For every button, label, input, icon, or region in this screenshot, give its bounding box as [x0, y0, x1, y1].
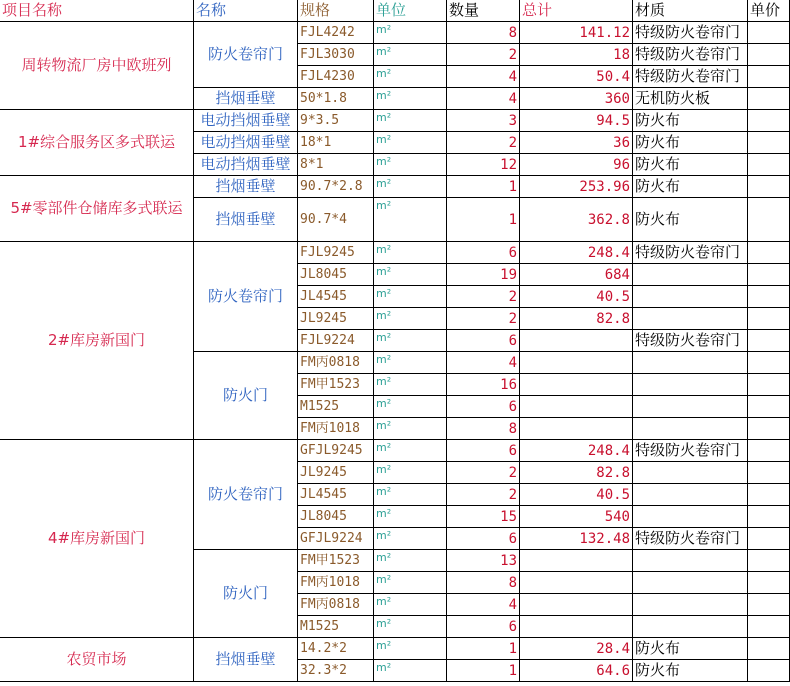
- unit-cell[interactable]: m²: [374, 132, 447, 154]
- qty-cell[interactable]: 4: [447, 594, 520, 616]
- total-cell[interactable]: 360: [520, 88, 633, 110]
- qty-cell[interactable]: 16: [447, 374, 520, 396]
- material-cell[interactable]: [633, 462, 748, 484]
- unit-cell[interactable]: m²: [374, 396, 447, 418]
- unit-cell[interactable]: m²: [374, 88, 447, 110]
- header-price[interactable]: 单价: [748, 0, 790, 22]
- header-unit[interactable]: 单位: [374, 0, 447, 22]
- material-cell[interactable]: 特级防火卷帘门: [633, 330, 748, 352]
- price-cell[interactable]: [748, 154, 790, 176]
- material-cell[interactable]: [633, 374, 748, 396]
- total-cell[interactable]: 18: [520, 44, 633, 66]
- unit-cell[interactable]: m²: [374, 352, 447, 374]
- unit-cell[interactable]: m²: [374, 286, 447, 308]
- qty-cell[interactable]: 6: [447, 440, 520, 462]
- price-cell[interactable]: [748, 198, 790, 242]
- material-cell[interactable]: 特级防火卷帘门: [633, 242, 748, 264]
- project-name-cell[interactable]: 周转物流厂房中欧班列: [0, 22, 194, 110]
- material-cell[interactable]: [633, 286, 748, 308]
- spec-cell[interactable]: JL9245: [298, 462, 374, 484]
- unit-cell[interactable]: m²: [374, 198, 447, 242]
- qty-cell[interactable]: 6: [447, 242, 520, 264]
- price-cell[interactable]: [748, 462, 790, 484]
- total-cell[interactable]: [520, 572, 633, 594]
- total-cell[interactable]: 141.12: [520, 22, 633, 44]
- total-cell[interactable]: [520, 330, 633, 352]
- total-cell[interactable]: 82.8: [520, 462, 633, 484]
- unit-cell[interactable]: m²: [374, 66, 447, 88]
- material-cell[interactable]: [633, 264, 748, 286]
- material-cell[interactable]: [633, 418, 748, 440]
- spec-cell[interactable]: JL9245: [298, 308, 374, 330]
- price-cell[interactable]: [748, 396, 790, 418]
- material-cell[interactable]: [633, 572, 748, 594]
- item-name-cell[interactable]: 电动挡烟垂壁: [194, 110, 298, 132]
- item-name-cell[interactable]: 电动挡烟垂壁: [194, 154, 298, 176]
- total-cell[interactable]: 82.8: [520, 308, 633, 330]
- total-cell[interactable]: [520, 374, 633, 396]
- unit-cell[interactable]: m²: [374, 462, 447, 484]
- qty-cell[interactable]: 2: [447, 308, 520, 330]
- spec-cell[interactable]: FM丙0818: [298, 594, 374, 616]
- qty-cell[interactable]: 2: [447, 132, 520, 154]
- price-cell[interactable]: [748, 44, 790, 66]
- price-cell[interactable]: [748, 594, 790, 616]
- project-name-cell[interactable]: 1#综合服务区多式联运: [0, 110, 194, 176]
- material-cell[interactable]: 防火布: [633, 110, 748, 132]
- item-name-cell[interactable]: 防火卷帘门: [194, 242, 298, 352]
- unit-cell[interactable]: m²: [374, 374, 447, 396]
- spec-cell[interactable]: 90.7*4: [298, 198, 374, 242]
- unit-cell[interactable]: m²: [374, 550, 447, 572]
- spec-cell[interactable]: FJL9245: [298, 242, 374, 264]
- total-cell[interactable]: 36: [520, 132, 633, 154]
- unit-cell[interactable]: m²: [374, 660, 447, 682]
- qty-cell[interactable]: 3: [447, 110, 520, 132]
- spec-cell[interactable]: FM甲1523: [298, 550, 374, 572]
- price-cell[interactable]: [748, 176, 790, 198]
- spec-cell[interactable]: M1525: [298, 396, 374, 418]
- material-cell[interactable]: 防火布: [633, 660, 748, 682]
- price-cell[interactable]: [748, 242, 790, 264]
- spec-cell[interactable]: 14.2*2: [298, 638, 374, 660]
- price-cell[interactable]: [748, 550, 790, 572]
- header-total[interactable]: 总计: [520, 0, 633, 22]
- total-cell[interactable]: 40.5: [520, 286, 633, 308]
- total-cell[interactable]: 96: [520, 154, 633, 176]
- spec-cell[interactable]: M1525: [298, 616, 374, 638]
- price-cell[interactable]: [748, 572, 790, 594]
- qty-cell[interactable]: 4: [447, 66, 520, 88]
- total-cell[interactable]: 540: [520, 506, 633, 528]
- total-cell[interactable]: 132.48: [520, 528, 633, 550]
- unit-cell[interactable]: m²: [374, 506, 447, 528]
- total-cell[interactable]: 50.4: [520, 66, 633, 88]
- material-cell[interactable]: 无机防火板: [633, 88, 748, 110]
- material-cell[interactable]: 防火布: [633, 638, 748, 660]
- item-name-cell[interactable]: 挡烟垂壁: [194, 638, 298, 682]
- price-cell[interactable]: [748, 330, 790, 352]
- project-name-cell[interactable]: 农贸市场: [0, 638, 194, 682]
- price-cell[interactable]: [748, 374, 790, 396]
- unit-cell[interactable]: m²: [374, 484, 447, 506]
- price-cell[interactable]: [748, 22, 790, 44]
- material-cell[interactable]: [633, 396, 748, 418]
- qty-cell[interactable]: 8: [447, 572, 520, 594]
- spec-cell[interactable]: FJL4230: [298, 66, 374, 88]
- spec-cell[interactable]: JL8045: [298, 506, 374, 528]
- total-cell[interactable]: [520, 616, 633, 638]
- price-cell[interactable]: [748, 264, 790, 286]
- price-cell[interactable]: [748, 440, 790, 462]
- price-cell[interactable]: [748, 616, 790, 638]
- qty-cell[interactable]: 8: [447, 22, 520, 44]
- spec-cell[interactable]: JL4545: [298, 484, 374, 506]
- qty-cell[interactable]: 2: [447, 44, 520, 66]
- spec-cell[interactable]: FJL9224: [298, 330, 374, 352]
- unit-cell[interactable]: m²: [374, 154, 447, 176]
- material-cell[interactable]: 防火布: [633, 176, 748, 198]
- unit-cell[interactable]: m²: [374, 572, 447, 594]
- qty-cell[interactable]: 6: [447, 616, 520, 638]
- unit-cell[interactable]: m²: [374, 528, 447, 550]
- qty-cell[interactable]: 2: [447, 462, 520, 484]
- spec-cell[interactable]: 8*1: [298, 154, 374, 176]
- price-cell[interactable]: [748, 110, 790, 132]
- spec-cell[interactable]: GFJL9224: [298, 528, 374, 550]
- material-cell[interactable]: 特级防火卷帘门: [633, 440, 748, 462]
- qty-cell[interactable]: 19: [447, 264, 520, 286]
- price-cell[interactable]: [748, 66, 790, 88]
- material-cell[interactable]: 特级防火卷帘门: [633, 44, 748, 66]
- total-cell[interactable]: 248.4: [520, 440, 633, 462]
- price-cell[interactable]: [748, 660, 790, 682]
- item-name-cell[interactable]: 挡烟垂壁: [194, 198, 298, 242]
- total-cell[interactable]: [520, 418, 633, 440]
- price-cell[interactable]: [748, 418, 790, 440]
- item-name-cell[interactable]: 挡烟垂壁: [194, 88, 298, 110]
- material-cell[interactable]: 特级防火卷帘门: [633, 528, 748, 550]
- qty-cell[interactable]: 6: [447, 330, 520, 352]
- material-cell[interactable]: [633, 308, 748, 330]
- material-cell[interactable]: 特级防火卷帘门: [633, 22, 748, 44]
- total-cell[interactable]: 362.8: [520, 198, 633, 242]
- qty-cell[interactable]: 2: [447, 484, 520, 506]
- price-cell[interactable]: [748, 308, 790, 330]
- spec-cell[interactable]: 50*1.8: [298, 88, 374, 110]
- spec-cell[interactable]: JL8045: [298, 264, 374, 286]
- qty-cell[interactable]: 4: [447, 352, 520, 374]
- price-cell[interactable]: [748, 132, 790, 154]
- price-cell[interactable]: [748, 286, 790, 308]
- item-name-cell[interactable]: 防火门: [194, 352, 298, 440]
- qty-cell[interactable]: 2: [447, 286, 520, 308]
- spec-cell[interactable]: JL4545: [298, 286, 374, 308]
- total-cell[interactable]: 253.96: [520, 176, 633, 198]
- total-cell[interactable]: 64.6: [520, 660, 633, 682]
- item-name-cell[interactable]: 防火门: [194, 550, 298, 638]
- unit-cell[interactable]: m²: [374, 418, 447, 440]
- material-cell[interactable]: 特级防火卷帘门: [633, 66, 748, 88]
- total-cell[interactable]: [520, 550, 633, 572]
- price-cell[interactable]: [748, 506, 790, 528]
- unit-cell[interactable]: m²: [374, 242, 447, 264]
- qty-cell[interactable]: 1: [447, 638, 520, 660]
- unit-cell[interactable]: m²: [374, 638, 447, 660]
- price-cell[interactable]: [748, 484, 790, 506]
- header-name[interactable]: 名称: [194, 0, 298, 22]
- material-cell[interactable]: [633, 484, 748, 506]
- spec-cell[interactable]: 32.3*2: [298, 660, 374, 682]
- material-cell[interactable]: 防火布: [633, 132, 748, 154]
- item-name-cell[interactable]: 电动挡烟垂壁: [194, 132, 298, 154]
- total-cell[interactable]: 248.4: [520, 242, 633, 264]
- material-cell[interactable]: [633, 352, 748, 374]
- spec-cell[interactable]: 90.7*2.8: [298, 176, 374, 198]
- spec-cell[interactable]: FM甲1523: [298, 374, 374, 396]
- material-cell[interactable]: [633, 506, 748, 528]
- unit-cell[interactable]: m²: [374, 264, 447, 286]
- unit-cell[interactable]: m²: [374, 176, 447, 198]
- unit-cell[interactable]: m²: [374, 330, 447, 352]
- unit-cell[interactable]: m²: [374, 22, 447, 44]
- price-cell[interactable]: [748, 88, 790, 110]
- total-cell[interactable]: 684: [520, 264, 633, 286]
- spec-cell[interactable]: FM丙1018: [298, 418, 374, 440]
- unit-cell[interactable]: m²: [374, 616, 447, 638]
- total-cell[interactable]: [520, 396, 633, 418]
- header-spec[interactable]: 规格: [298, 0, 374, 22]
- material-cell[interactable]: 防火布: [633, 154, 748, 176]
- qty-cell[interactable]: 8: [447, 418, 520, 440]
- material-cell[interactable]: [633, 616, 748, 638]
- spec-cell[interactable]: FM丙0818: [298, 352, 374, 374]
- header-qty[interactable]: 数量: [447, 0, 520, 22]
- spec-cell[interactable]: 18*1: [298, 132, 374, 154]
- item-name-cell[interactable]: 防火卷帘门: [194, 22, 298, 88]
- material-cell[interactable]: [633, 550, 748, 572]
- total-cell[interactable]: 28.4: [520, 638, 633, 660]
- spec-cell[interactable]: GFJL9245: [298, 440, 374, 462]
- unit-cell[interactable]: m²: [374, 440, 447, 462]
- qty-cell[interactable]: 4: [447, 88, 520, 110]
- total-cell[interactable]: 94.5: [520, 110, 633, 132]
- unit-cell[interactable]: m²: [374, 308, 447, 330]
- qty-cell[interactable]: 13: [447, 550, 520, 572]
- project-name-cell[interactable]: 2#库房新国门: [0, 242, 194, 440]
- qty-cell[interactable]: 6: [447, 396, 520, 418]
- unit-cell[interactable]: m²: [374, 594, 447, 616]
- price-cell[interactable]: [748, 352, 790, 374]
- header-project[interactable]: 项目名称: [0, 0, 194, 22]
- item-name-cell[interactable]: 防火卷帘门: [194, 440, 298, 550]
- qty-cell[interactable]: 6: [447, 528, 520, 550]
- spec-cell[interactable]: FJL4242: [298, 22, 374, 44]
- qty-cell[interactable]: 1: [447, 660, 520, 682]
- item-name-cell[interactable]: 挡烟垂壁: [194, 176, 298, 198]
- price-cell[interactable]: [748, 638, 790, 660]
- qty-cell[interactable]: 12: [447, 154, 520, 176]
- unit-cell[interactable]: m²: [374, 110, 447, 132]
- price-cell[interactable]: [748, 528, 790, 550]
- qty-cell[interactable]: 1: [447, 176, 520, 198]
- spec-cell[interactable]: FM丙1018: [298, 572, 374, 594]
- header-material[interactable]: 材质: [633, 0, 748, 22]
- material-cell[interactable]: [633, 594, 748, 616]
- qty-cell[interactable]: 1: [447, 198, 520, 242]
- project-name-cell[interactable]: 4#库房新国门: [0, 440, 194, 638]
- qty-cell[interactable]: 15: [447, 506, 520, 528]
- total-cell[interactable]: [520, 352, 633, 374]
- total-cell[interactable]: 40.5: [520, 484, 633, 506]
- material-cell[interactable]: 防火布: [633, 198, 748, 242]
- unit-cell[interactable]: m²: [374, 44, 447, 66]
- total-cell[interactable]: [520, 594, 633, 616]
- project-name-cell[interactable]: 5#零部件仓储库多式联运: [0, 176, 194, 242]
- spec-cell[interactable]: FJL3030: [298, 44, 374, 66]
- spec-cell[interactable]: 9*3.5: [298, 110, 374, 132]
